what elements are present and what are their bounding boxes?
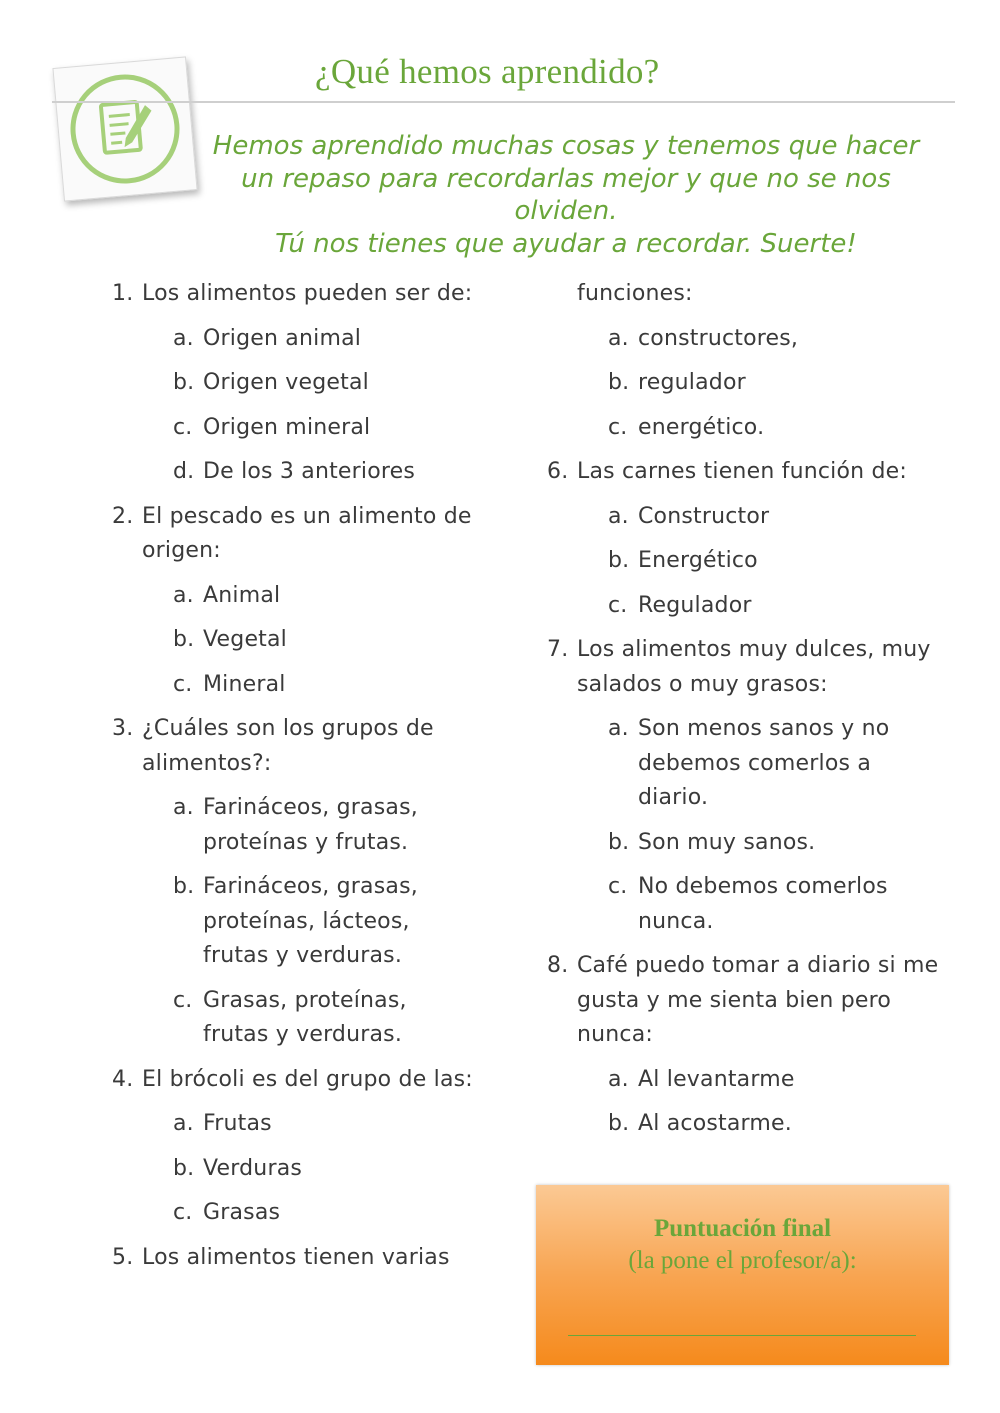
notepad-pencil-icon: [53, 57, 196, 200]
question-4: 4. El brócoli es del grupo de las:: [112, 1066, 473, 1092]
option-8a[interactable]: a. Al levantarme: [608, 1066, 795, 1092]
option-1a[interactable]: a. Origen animal: [173, 325, 362, 351]
option-4a[interactable]: a. Frutas: [173, 1111, 272, 1136]
question-5-continuation: funciones:: [577, 281, 693, 306]
question-2: 2. El pescado es un alimento de origen:: [112, 503, 472, 563]
intro-line: Hemos aprendido muchas cosas y tenemos que hacer: [212, 131, 920, 161]
score-title: Puntuación final: [653, 1215, 832, 1242]
question-text: El brócoli es del grupo de las:: [142, 1066, 473, 1092]
option-1d[interactable]: d. De los 3 anteriores: [173, 459, 416, 484]
question-6: 6. Las carnes tienen función de:: [547, 459, 907, 484]
score-subtitle: (la pone el profesor/a):: [628, 1247, 857, 1274]
option-7a[interactable]: a. Son menos sanos y no debemos comerlos a diario.: [608, 716, 890, 810]
question-text: Los alimentos muy dulces, muy salados o muy grasos:: [577, 637, 931, 697]
option-2b[interactable]: b. Vegetal: [173, 627, 287, 652]
option-2c[interactable]: c. Mineral: [173, 671, 286, 697]
option-6a[interactable]: a. Constructor: [608, 503, 770, 529]
option-1b[interactable]: b. Origen vegetal: [173, 370, 369, 395]
option-6b[interactable]: b. Energético: [608, 548, 758, 573]
option-7b[interactable]: b. Son muy sanos.: [608, 829, 816, 855]
intro-line: olviden.: [514, 196, 618, 226]
option-5c[interactable]: c. energético.: [608, 414, 765, 440]
option-5b[interactable]: b. regulador: [608, 370, 746, 395]
question-text: ¿Cuáles son los grupos de alimentos?:: [142, 716, 434, 776]
notepad-badge: [52, 56, 197, 201]
question-text: El pescado es un alimento de origen:: [142, 503, 472, 563]
question-text: Los alimentos tienen varias: [142, 1244, 450, 1270]
question-8: 8. Café puedo tomar a diario si me gusta y me sienta bien pero nunca:: [547, 953, 939, 1047]
option-4b[interactable]: b. Verduras: [173, 1155, 303, 1181]
question-text: Café puedo tomar a diario si me gusta y me sienta bien pero nunca:: [577, 953, 939, 1047]
option-1c[interactable]: c. Origen mineral: [173, 414, 371, 440]
title-divider: [52, 101, 955, 103]
questions-left-column: [112, 277, 512, 1285]
option-7c[interactable]: c. No debemos comerlos nunca.: [608, 874, 888, 934]
intro-line: un repaso para recordarlas mejor y que no se nos: [241, 163, 891, 194]
questions-right-column: [547, 277, 937, 1152]
option-4c[interactable]: c. Grasas: [173, 1200, 281, 1225]
question-3: 3. ¿Cuáles son los grupos de alimentos?:: [112, 716, 434, 776]
intro-text: [192, 130, 940, 260]
option-8b[interactable]: b. Al acostarme.: [608, 1111, 792, 1136]
question-5: 5. Los alimentos tienen varias: [112, 1244, 450, 1270]
question-text: Los alimentos pueden ser de:: [142, 281, 473, 306]
option-6c[interactable]: c. Regulador: [608, 592, 752, 618]
intro-line: Tú nos tienes que ayudar a recordar. Suerte!: [275, 228, 857, 259]
option-2a[interactable]: a. Animal: [173, 582, 281, 608]
question-text: Las carnes tienen función de:: [577, 459, 907, 484]
final-score-box: [536, 1185, 949, 1365]
option-3c[interactable]: c. Grasas, proteínas, frutas y verduras.: [173, 987, 407, 1047]
score-write-line[interactable]: [568, 1335, 916, 1336]
question-7: 7. Los alimentos muy dulces, muy salados o muy grasos:: [547, 637, 931, 697]
option-5a[interactable]: a. constructores,: [608, 325, 799, 351]
option-3b[interactable]: b. Farináceos, grasas, proteínas, lácteos, frutas y verduras.: [173, 874, 418, 968]
option-3a[interactable]: a. Farináceos, grasas, proteínas y frutas.: [173, 795, 418, 855]
question-1: 1. Los alimentos pueden ser de:: [112, 281, 473, 306]
page-title: ¿Qué hemos aprendido?: [315, 52, 660, 91]
